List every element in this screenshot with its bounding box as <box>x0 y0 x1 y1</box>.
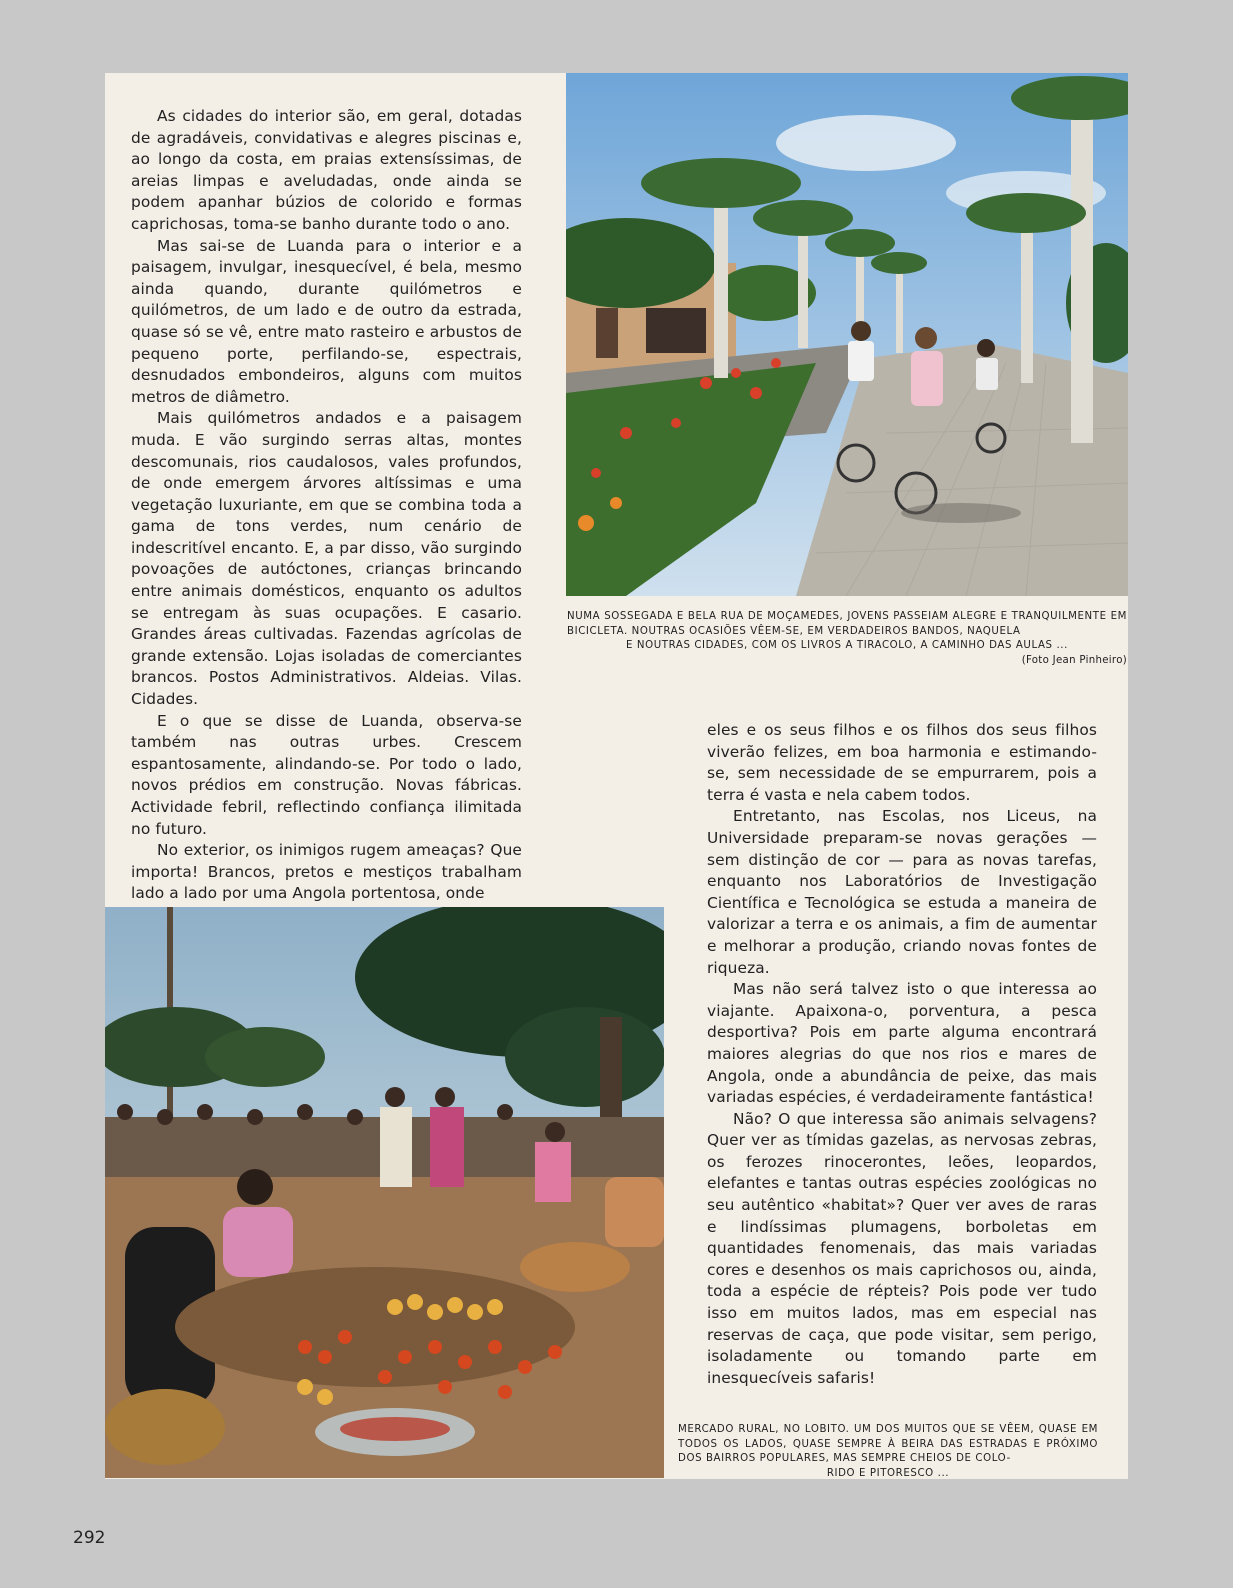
photo-caption-bottom <box>678 1423 1098 1481</box>
page-number: 292 <box>73 1528 106 1548</box>
caption-last-line: E NOUTRAS CIDADES, COM OS LIVROS A TIRACOLO, A CAMINHO DAS AULAS ... <box>626 640 1068 652</box>
photo-street-illustration <box>566 73 1128 596</box>
photo-market-illustration <box>105 907 664 1478</box>
paragraph: E o que se disse de Luanda, observa-se também nas outras urbes. Crescem espantosamente, alindando-se. Por todo o lado, novos prédios em construção. Novas fábricas. Actividade febril, reflectindo confiança ilimitada no futuro. <box>131 711 522 838</box>
article-column-left <box>131 106 522 905</box>
paragraph: Mas não será talvez isto o que interessa ao viajante. Apaixona-o, porventura, a pesca desportiva? Pois em parte alguma encontrará maiores alegrias do que nos rios e mares de Angola, onde a abundância de peixe, das mais variadas espécies, é verdadeiramente fantástica! <box>707 980 1097 1107</box>
photo-mocamedes-street <box>566 73 1128 596</box>
paragraph: Mas sai-se de Luanda para o interior e a paisagem, invulgar, inesquecível, é bela, mesmo ainda quando, durante quilómetros e quilómetros, de um lado e de outro da estrada, quase só se vê, entre mato rasteiro e arbustos de pequeno porte, perfilando-se, espectrais, desnudados embondeiros, alguns com muitos metros de diâmetro. <box>131 236 522 406</box>
caption-text: MERCADO RURAL, NO LOBITO. UM DOS MUITOS QUE SE VÊEM, QUASE EM TODOS OS LADOS, QUASE SEMPRE À BEIRA DAS ESTRADAS E PRÓXIMO DOS BAIRROS POPULARES, MAS SEMPRE CHEIOS DE COLO- <box>678 1424 1098 1465</box>
caption-last-line: RIDO E PITORESCO ... <box>826 1467 950 1479</box>
paragraph: As cidades do interior são, em geral, dotadas de agradáveis, convidativas e alegres piscinas e, ao longo da costa, em praias extensíssimas, de areias limpas e aveludadas, onde ainda se podem apanhar búzios de colorido e formas caprichosas, toma-se banho durante todo o ano. <box>131 107 522 233</box>
photo-caption-top <box>567 610 1127 668</box>
caption-text: NUMA SOSSEGADA E BELA RUA DE MOÇAMEDES, JOVENS PASSEIAM ALEGRE E TRANQUILMENTE EM BICICLETA. NOUTRAS OCASIÕES VÊEM-SE, EM VERDADEIROS BANDOS, NAQUELA <box>567 611 1127 637</box>
paragraph: Não? O que interessa são animais selvagens? Quer ver as tímidas gazelas, as nervosas zebras, os ferozes rinocerontes, leões, leopardos, elefantes e tantas outras espécies zoológicas no seu autêntico «habitat»? Quer ver aves de raras e lindíssimas plumagens, borboletas em quantidades fenomenais, das mais variadas cores e desenhos os mais caprichosos ou, ainda, toda a espécie de répteis? Pois pode ver tudo isso em muitos lados, mas em especial nas reservas de caça, que pode visitar, sem perigo, isoladamente ou tomando parte em inesquecíveis safaris! <box>707 1109 1097 1387</box>
paragraph: Entretanto, nas Escolas, nos Liceus, na Universidade preparam-se novas gerações — sem distinção de cor — para as novas tarefas, enquanto nos Laboratórios de Investigação Científica e Tecnológica se estuda a maneira de valorizar a terra e os animais, a fim de aumentar e melhorar a produção, criando novas fontes de riqueza. <box>707 807 1097 977</box>
paragraph: Mais quilómetros andados e a paisagem muda. E vão surgindo serras altas, montes descomunais, rios caudalosos, vales profundos, de onde emergem árvores altíssimas e uma vegetação luxuriante, em que se combina toda a gama de tons verdes, num cenário de indescritível encanto. E, a par disso, vão surgindo povoações de autóctones, crianças brincando entre animais domésticos, enquanto os adultos se entregam às suas ocupações. E casario. Grandes áreas cultivadas. Fazendas agrícolas de grande extensão. Lojas isoladas de comerciantes brancos. Postos Administrativos. Aldeias. Vilas. Cidades. <box>131 409 522 709</box>
paragraph-continuation: eles e os seus filhos e os filhos dos seus filhos viverão felizes, em boa harmonia e estimando-se, sem necessidade de se empurrarem, pois a terra é vasta e nela cabem todos. <box>707 721 1097 804</box>
paragraph: No exterior, os inimigos rugem ameaças? Que importa! Brancos, pretos e mestiços trabalham lado a lado por uma Angola portentosa, onde <box>131 841 522 903</box>
photo-lobito-market <box>105 907 664 1478</box>
article-column-right <box>707 720 1097 1389</box>
photo-credit: (Foto Jean Pinheiro) <box>1021 654 1127 666</box>
